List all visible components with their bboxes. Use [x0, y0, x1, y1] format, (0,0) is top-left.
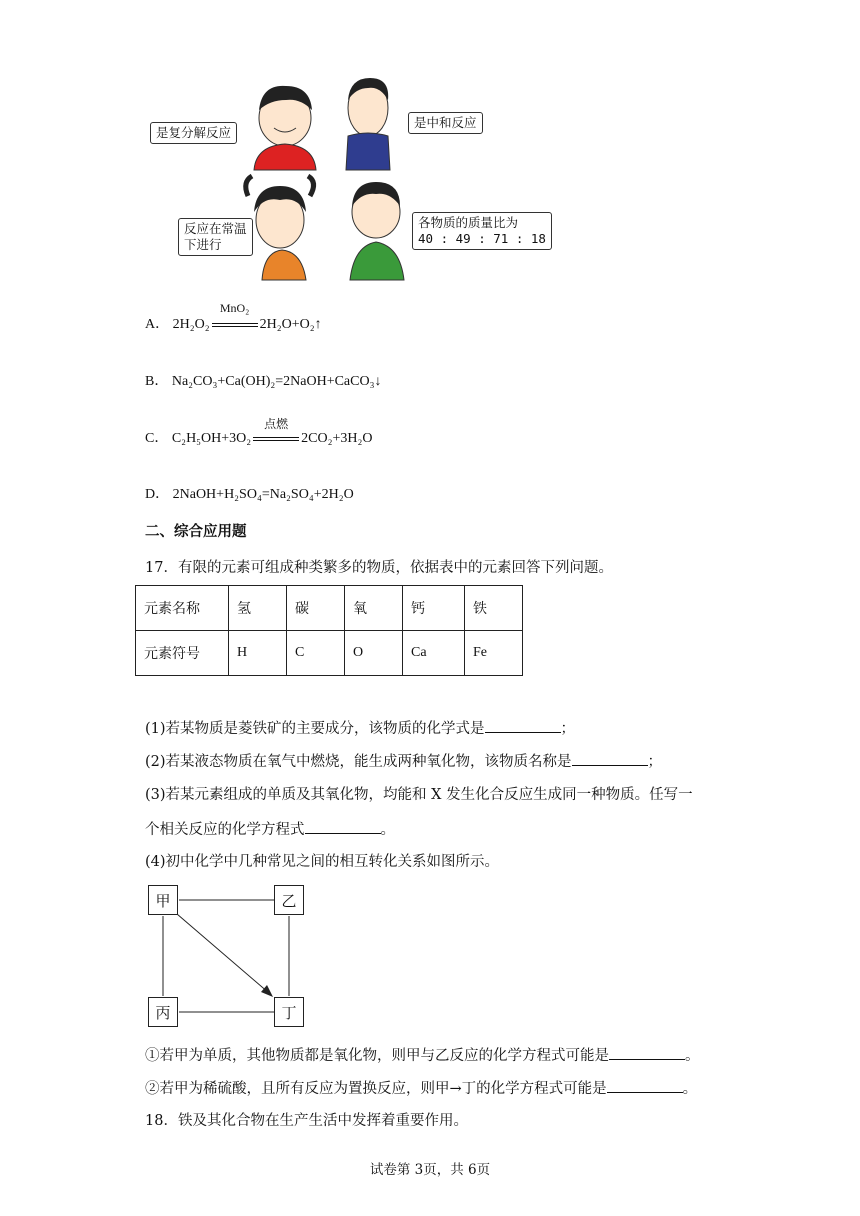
page-footer: 试卷第 3页，共 6页: [369, 1162, 491, 1178]
option-b-equation: Na₂CO₃+Ca(OH)₂=2NaOH+CaCO₃↓: [171, 374, 382, 389]
option-a-condition: [210, 301, 260, 333]
option-c-rhs: 2CO₂+3H₂O: [301, 431, 373, 446]
q17-part2-end: ；: [647, 754, 663, 770]
q17-part1-text: (1)若某物质是菱铁矿的主要成分，该物质的化学式是: [145, 721, 485, 737]
q17-part3-end: 。: [380, 822, 395, 838]
node-ding: 丁: [274, 997, 304, 1027]
speech-bubble-3-line1: 反应在常温: [184, 221, 247, 236]
q17-sub2-end: 。: [682, 1081, 698, 1097]
q17-part3b-text: 个相关反应的化学方程式: [145, 822, 305, 838]
q17-part2-text: (2)若某液态物质在氧气中燃烧，能生成两种氧化物，该物质名称是: [145, 754, 572, 770]
option-d-label: D．: [145, 487, 170, 502]
option-b-label: B．: [145, 374, 169, 389]
element-table: [135, 585, 523, 676]
speech-bubble-1: 是复分解反应: [150, 122, 237, 144]
table-cell: O: [345, 631, 403, 676]
answer-blank[interactable]: [485, 718, 561, 733]
section-heading: 二、综合应用题: [145, 524, 247, 540]
table-cell: 碳: [287, 586, 345, 631]
speech-bubble-3-line2: 下进行: [184, 237, 222, 252]
table-cell: H: [229, 631, 287, 676]
q18-stem: 18．铁及其化合物在生产生活中发挥着重要作用。: [145, 1113, 468, 1129]
answer-blank[interactable]: [609, 1045, 685, 1060]
option-b: [145, 370, 381, 390]
q17-part2: [145, 751, 662, 772]
table-row-symbols: [136, 631, 523, 676]
q17-stem: 17．有限的元素可组成种类繁多的物质，依据表中的元素回答下列问题。: [145, 560, 613, 576]
speech-bubble-2: 是中和反应: [408, 112, 483, 134]
table-cell: 铁: [464, 586, 522, 631]
q17-sub1: [145, 1045, 700, 1066]
table-header-name: 元素名称: [136, 586, 229, 631]
node-yi: 乙: [274, 885, 304, 915]
man-figure: [346, 78, 390, 170]
q17-sub1-end: 。: [685, 1048, 700, 1064]
girl-figure: [246, 176, 314, 280]
node-bing: 丙: [148, 997, 178, 1027]
transformation-diagram: [147, 883, 312, 1033]
q17-sub2: [145, 1078, 697, 1099]
cartoon-figures: [150, 70, 550, 290]
table-header-symbol: 元素符号: [136, 631, 229, 676]
q17-sub2-text: ②若甲为稀硫酸，且所有反应为置换反应，则甲→丁的化学方程式可能是: [145, 1081, 607, 1097]
node-jia: 甲: [148, 885, 178, 915]
speech-bubble-4-line2: 40 : 49 : 71 : 18: [418, 231, 546, 246]
option-c-ignite: 点燃: [264, 417, 289, 431]
option-d: [145, 483, 354, 503]
answer-blank[interactable]: [607, 1078, 683, 1093]
table-cell: C: [287, 631, 345, 676]
option-c-condition: [251, 417, 301, 447]
table-row-names: [136, 586, 523, 631]
option-c-label: C．: [145, 431, 169, 446]
boy-figure: [254, 86, 316, 170]
table-cell: 钙: [403, 586, 465, 631]
answer-blank[interactable]: [572, 751, 648, 766]
option-c-lhs: C₂H₅OH+3O₂: [171, 431, 252, 446]
table-cell: 氢: [229, 586, 287, 631]
q17-sub1-text: ①若甲为单质，其他物质都是氧化物，则甲与乙反应的化学方程式可能是: [145, 1048, 609, 1064]
speech-bubble-3: [178, 218, 253, 256]
boy2-figure: [350, 182, 404, 280]
option-a: [145, 301, 322, 333]
q17-part3a: (3)若某元素组成的单质及其氧化物，均能和 X 发生化合反应生成同一种物质。任写一: [145, 787, 693, 803]
speech-bubble-4: [412, 212, 552, 250]
table-cell: Fe: [464, 631, 522, 676]
option-a-label: A．: [145, 317, 170, 332]
cartoon-illustration: [150, 70, 550, 290]
q17-part1: [145, 718, 575, 739]
speech-bubble-4-line1: 各物质的质量比为: [418, 215, 519, 230]
option-a-catalyst: MnO₂: [219, 301, 250, 315]
table-cell: 氧: [345, 586, 403, 631]
option-c: [145, 417, 373, 447]
table-cell: Ca: [403, 631, 465, 676]
answer-blank[interactable]: [305, 819, 381, 834]
q17-part1-end: ；: [560, 721, 576, 737]
q17-part4: (4)初中化学中几种常见之间的相互转化关系如图所示。: [145, 854, 500, 870]
q17-part3b: [145, 819, 395, 840]
option-d-equation: 2NaOH+H₂SO₄=Na₂SO₄+2H₂O: [172, 487, 354, 502]
option-a-rhs: 2H₂O+O₂↑: [259, 317, 322, 332]
option-a-lhs: 2H₂O₂: [172, 317, 210, 332]
